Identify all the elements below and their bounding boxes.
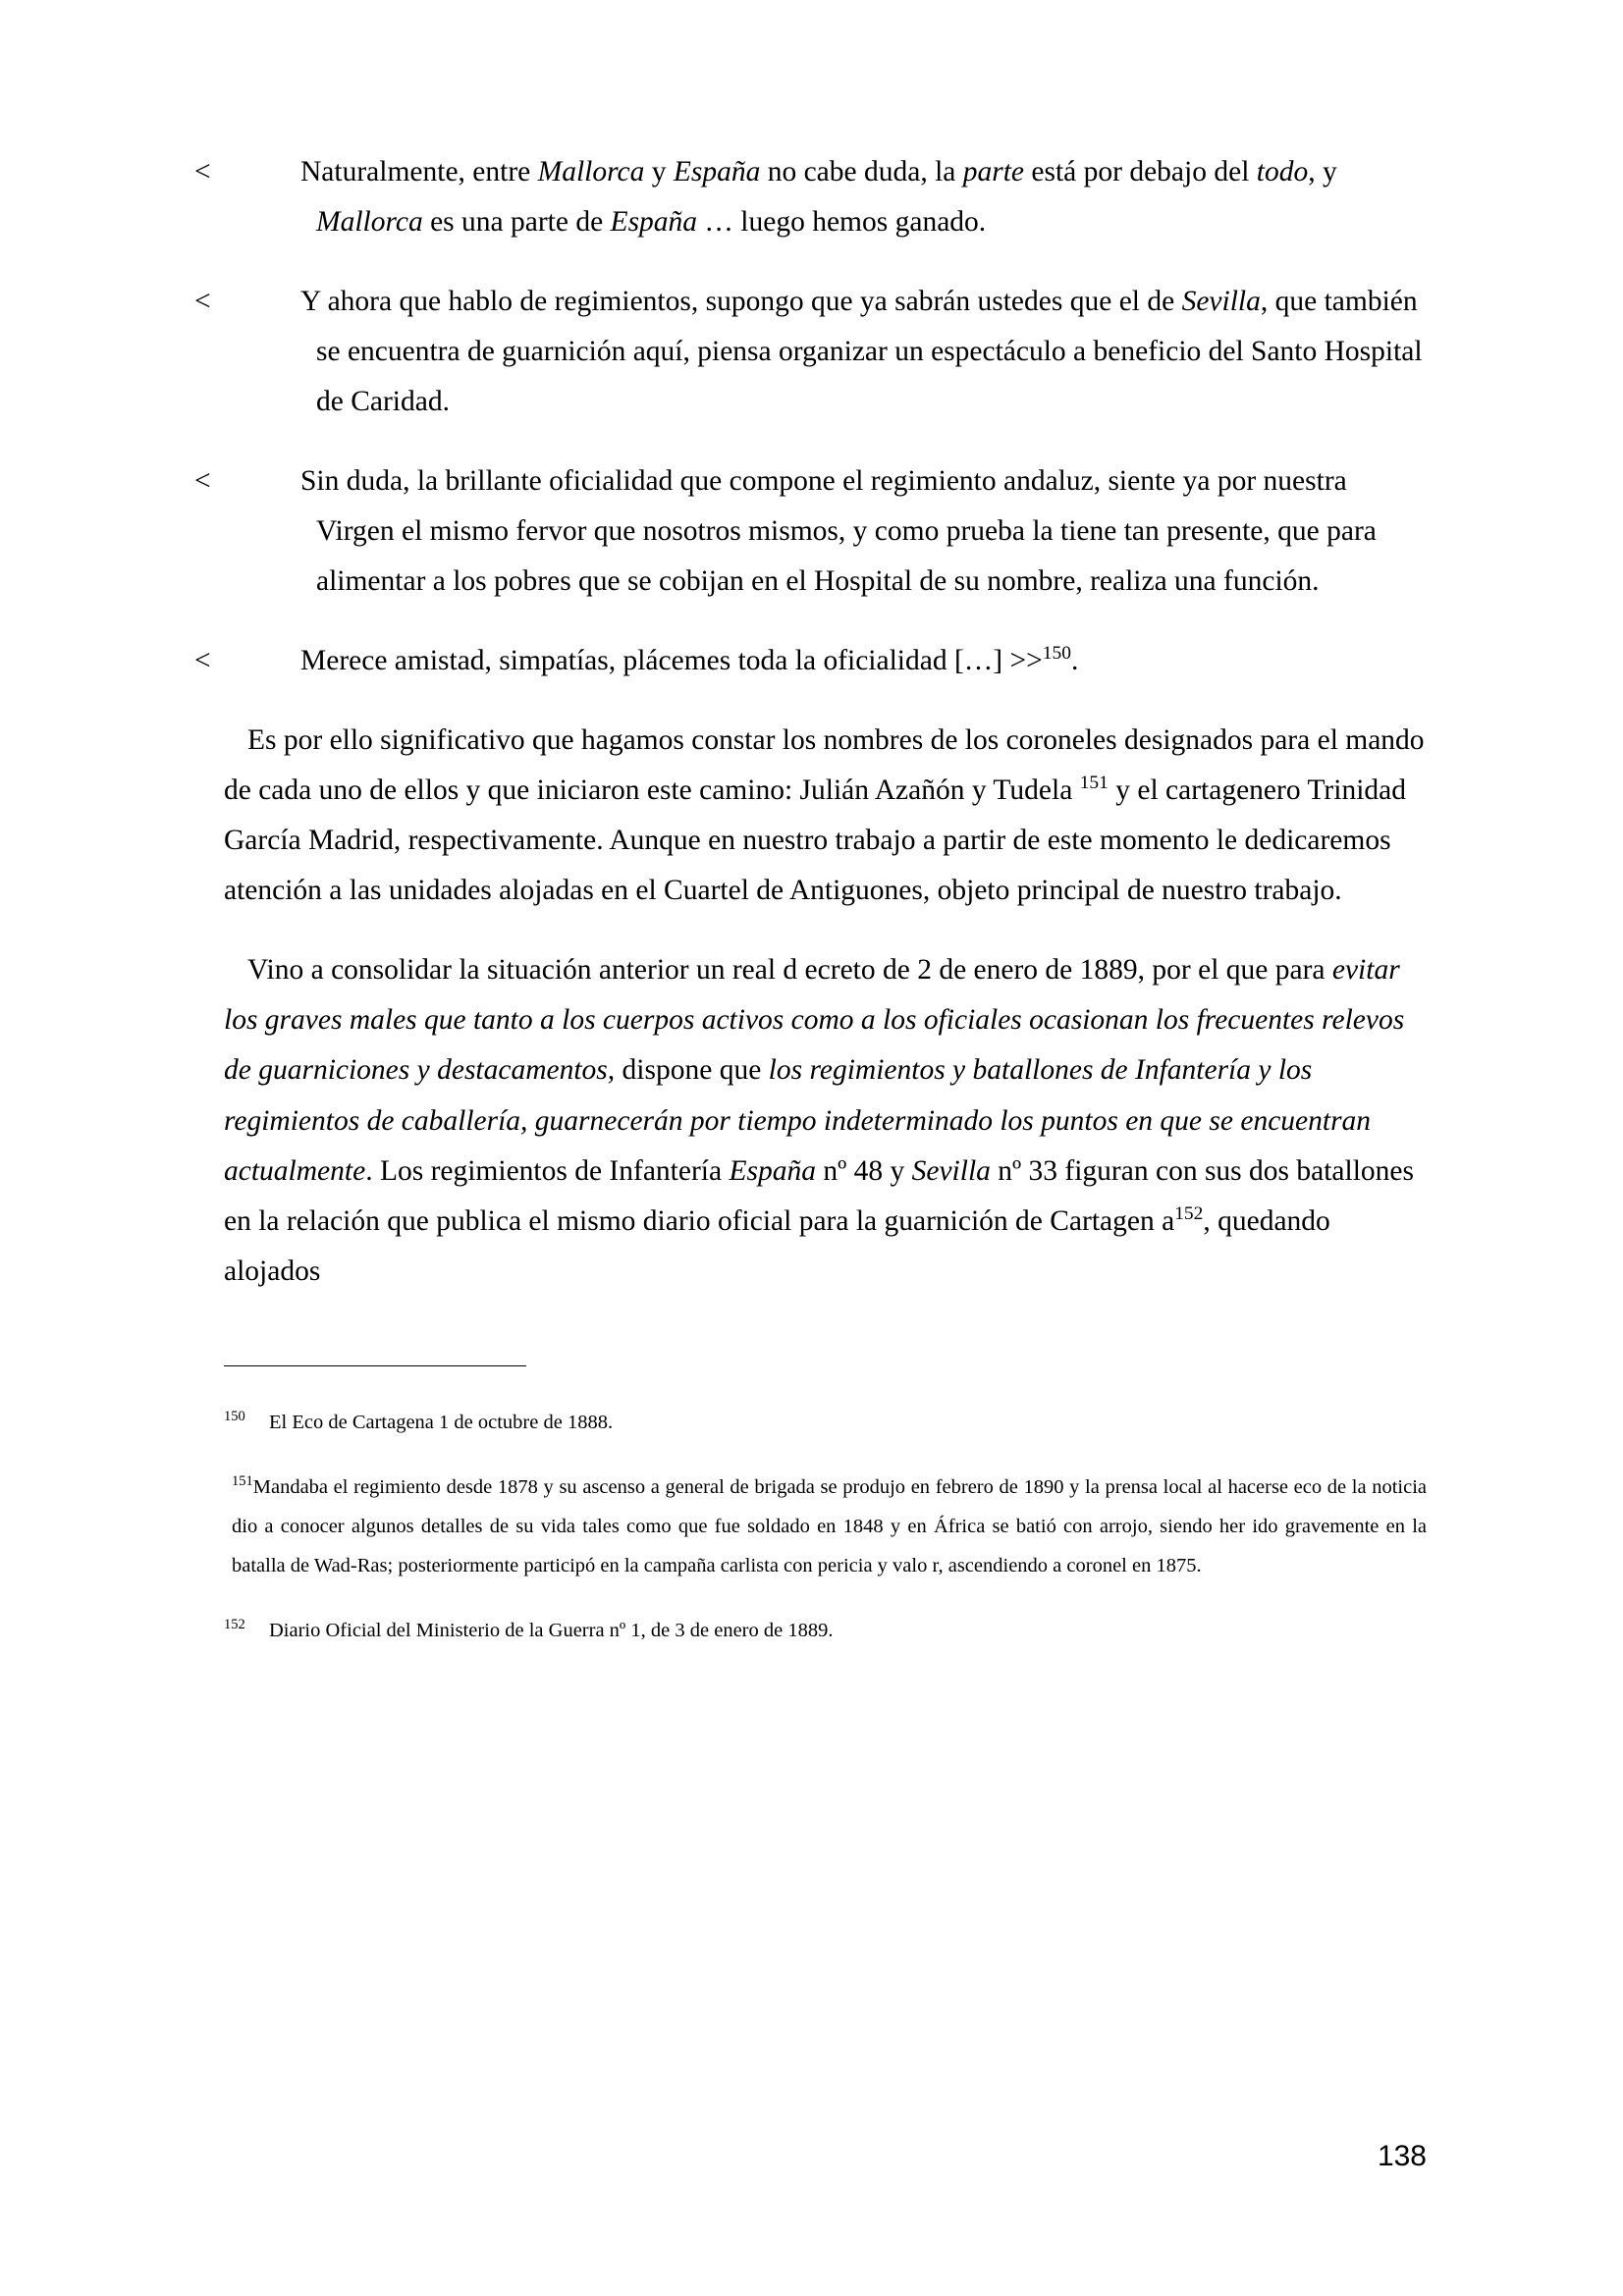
footnote-ref-150[interactable]: 150 <box>1042 643 1071 665</box>
quote-paragraph-1 <box>194 147 1427 247</box>
footnote-text: Mandaba el regimiento desde 1878 y su ascenso a general de brigada se produjo en febrero de 1890 y la prensa local al hacerse eco de la noticia dio a conocer algunos detalles de su vida tales como que fue soldado en 1848 y en África se batió con arrojo, siendo her ido gravemente en la batalla de Wad-Ras; posteriormente participó en la campaña carlista con pericia y valo r, ascendiendo a coronel en 1875. <box>232 1475 1427 1576</box>
page-body <box>194 147 1427 1297</box>
footnote-area <box>224 1365 1427 1651</box>
quote-bullet: < <box>194 645 211 677</box>
quote-text-4: Merece amistad, simpatías, plácemes toda la oficialidad […] >>$^{150}$. <box>300 643 1079 677</box>
quote-text-2: Y ahora que hablo de regimientos, supongo que ya sabrán ustedes que el de Sevilla, que también se encuentra de guarnición aquí, piensa organizar un espectáculo a beneficio del Santo Hospital de Caridad. <box>300 286 1423 418</box>
quote-paragraph-4 <box>194 636 1427 686</box>
quote-paragraph-2 <box>194 277 1427 427</box>
quote-bullet: < <box>194 286 211 318</box>
footnote-number: 151 <box>232 1472 253 1489</box>
footnote-ref-151[interactable]: 151 <box>1079 773 1109 794</box>
footnote-ref-152[interactable]: 152 <box>1174 1202 1204 1224</box>
footnote-152: 152 Diario Oficial del Ministerio de la Guerra nº 1, de 3 de enero de 1889. <box>224 1616 834 1641</box>
footnote-151 <box>224 1468 1427 1586</box>
footnote-separator <box>224 1365 526 1366</box>
page-number: 138 <box>1377 2140 1427 2172</box>
body-paragraph-2: Vino a consolidar la situación anterior un real d ecreto de 2 de enero de 1889, por el que para evitar los graves males que tanto a los cuerpos activos como a los oficiales ocasionan los frecuentes relevos de guarniciones y destacamentos, dispone que los regimientos y batallones de Infantería y los regimientos de caballería, guarnecerán por tiempo indeterminado los puntos en que se encuentran actualmente. Los regimientos de Infantería España nº 48 y Sevilla nº 33 figuran con sus dos batallones en la relación que publica el mismo diario oficial para la guarnición de Cartagen $a^{152}$, quedando alojados <box>224 954 1414 1287</box>
footnote-text: El Eco de Cartagena 1 de octubre de 1888. <box>269 1411 614 1433</box>
footnote-150: 150 El Eco de Cartagena 1 de octubre de 1888. <box>224 1408 614 1433</box>
quote-text-3: Sin duda, la brillante oficialidad que compone el regimiento andaluz, siente ya por nuestra Virgen el mismo fervor que nosotros mismos, y como prueba la tiene tan presente, que para alimentar a los pobres que se cobijan en el Hospital de su nombre, realiza una función. <box>300 465 1377 598</box>
footnote-text: Diario Oficial del Ministerio de la Guerra nº 1, de 3 de enero de 1889. <box>269 1619 834 1641</box>
quote-paragraph-3 <box>194 456 1427 607</box>
quote-bullet: < <box>194 465 211 498</box>
quote-text-1: Naturalmente, entre Mallorca y España no cabe duda, la parte está por debajo del todo, y Mallorca es una parte de España … luego hemos ganado. <box>300 156 1337 239</box>
quote-bullet: < <box>194 156 211 187</box>
body-paragraph-1: Es por ello significativo que hagamos constar los nombres de los coroneles designados para el mando de cada uno de ellos y que iniciaron este camino: Julián Azañón y Tudela $^{151}$ y el cartagenero Trinidad García Madrid, respectivamente. Aunque en nuestro trabajo a partir de este momento le dedicaremos atención a las unidades alojadas en el Cuartel de Antiguones, objeto principal de nuestro trabajo. <box>224 724 1425 907</box>
